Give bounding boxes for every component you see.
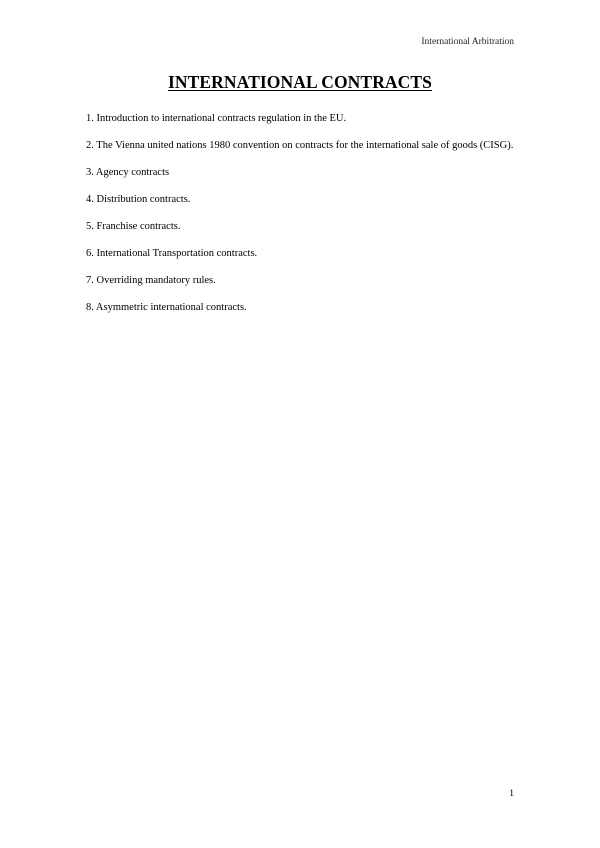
list-item: 3. Agency contracts: [86, 167, 170, 178]
list-item: 6. International Transportation contracts.: [86, 248, 258, 259]
list-item: 2. The Vienna united nations 1980 convention on contracts for the international sale of goods (CISG).: [86, 140, 514, 151]
list-item: 7. Overriding mandatory rules.: [86, 275, 216, 286]
contents-list: [86, 110, 516, 326]
running-header: International Arbitration: [421, 37, 514, 47]
list-item: 5. Franchise contracts.: [86, 221, 181, 232]
page-number: 1: [509, 789, 514, 799]
list-item: 4. Distribution contracts.: [86, 194, 191, 205]
list-item: 1. Introduction to international contracts regulation in the EU.: [86, 113, 347, 124]
list-item: 8. Asymmetric international contracts.: [86, 302, 247, 313]
page-title: INTERNATIONAL CONTRACTS: [167, 72, 433, 92]
